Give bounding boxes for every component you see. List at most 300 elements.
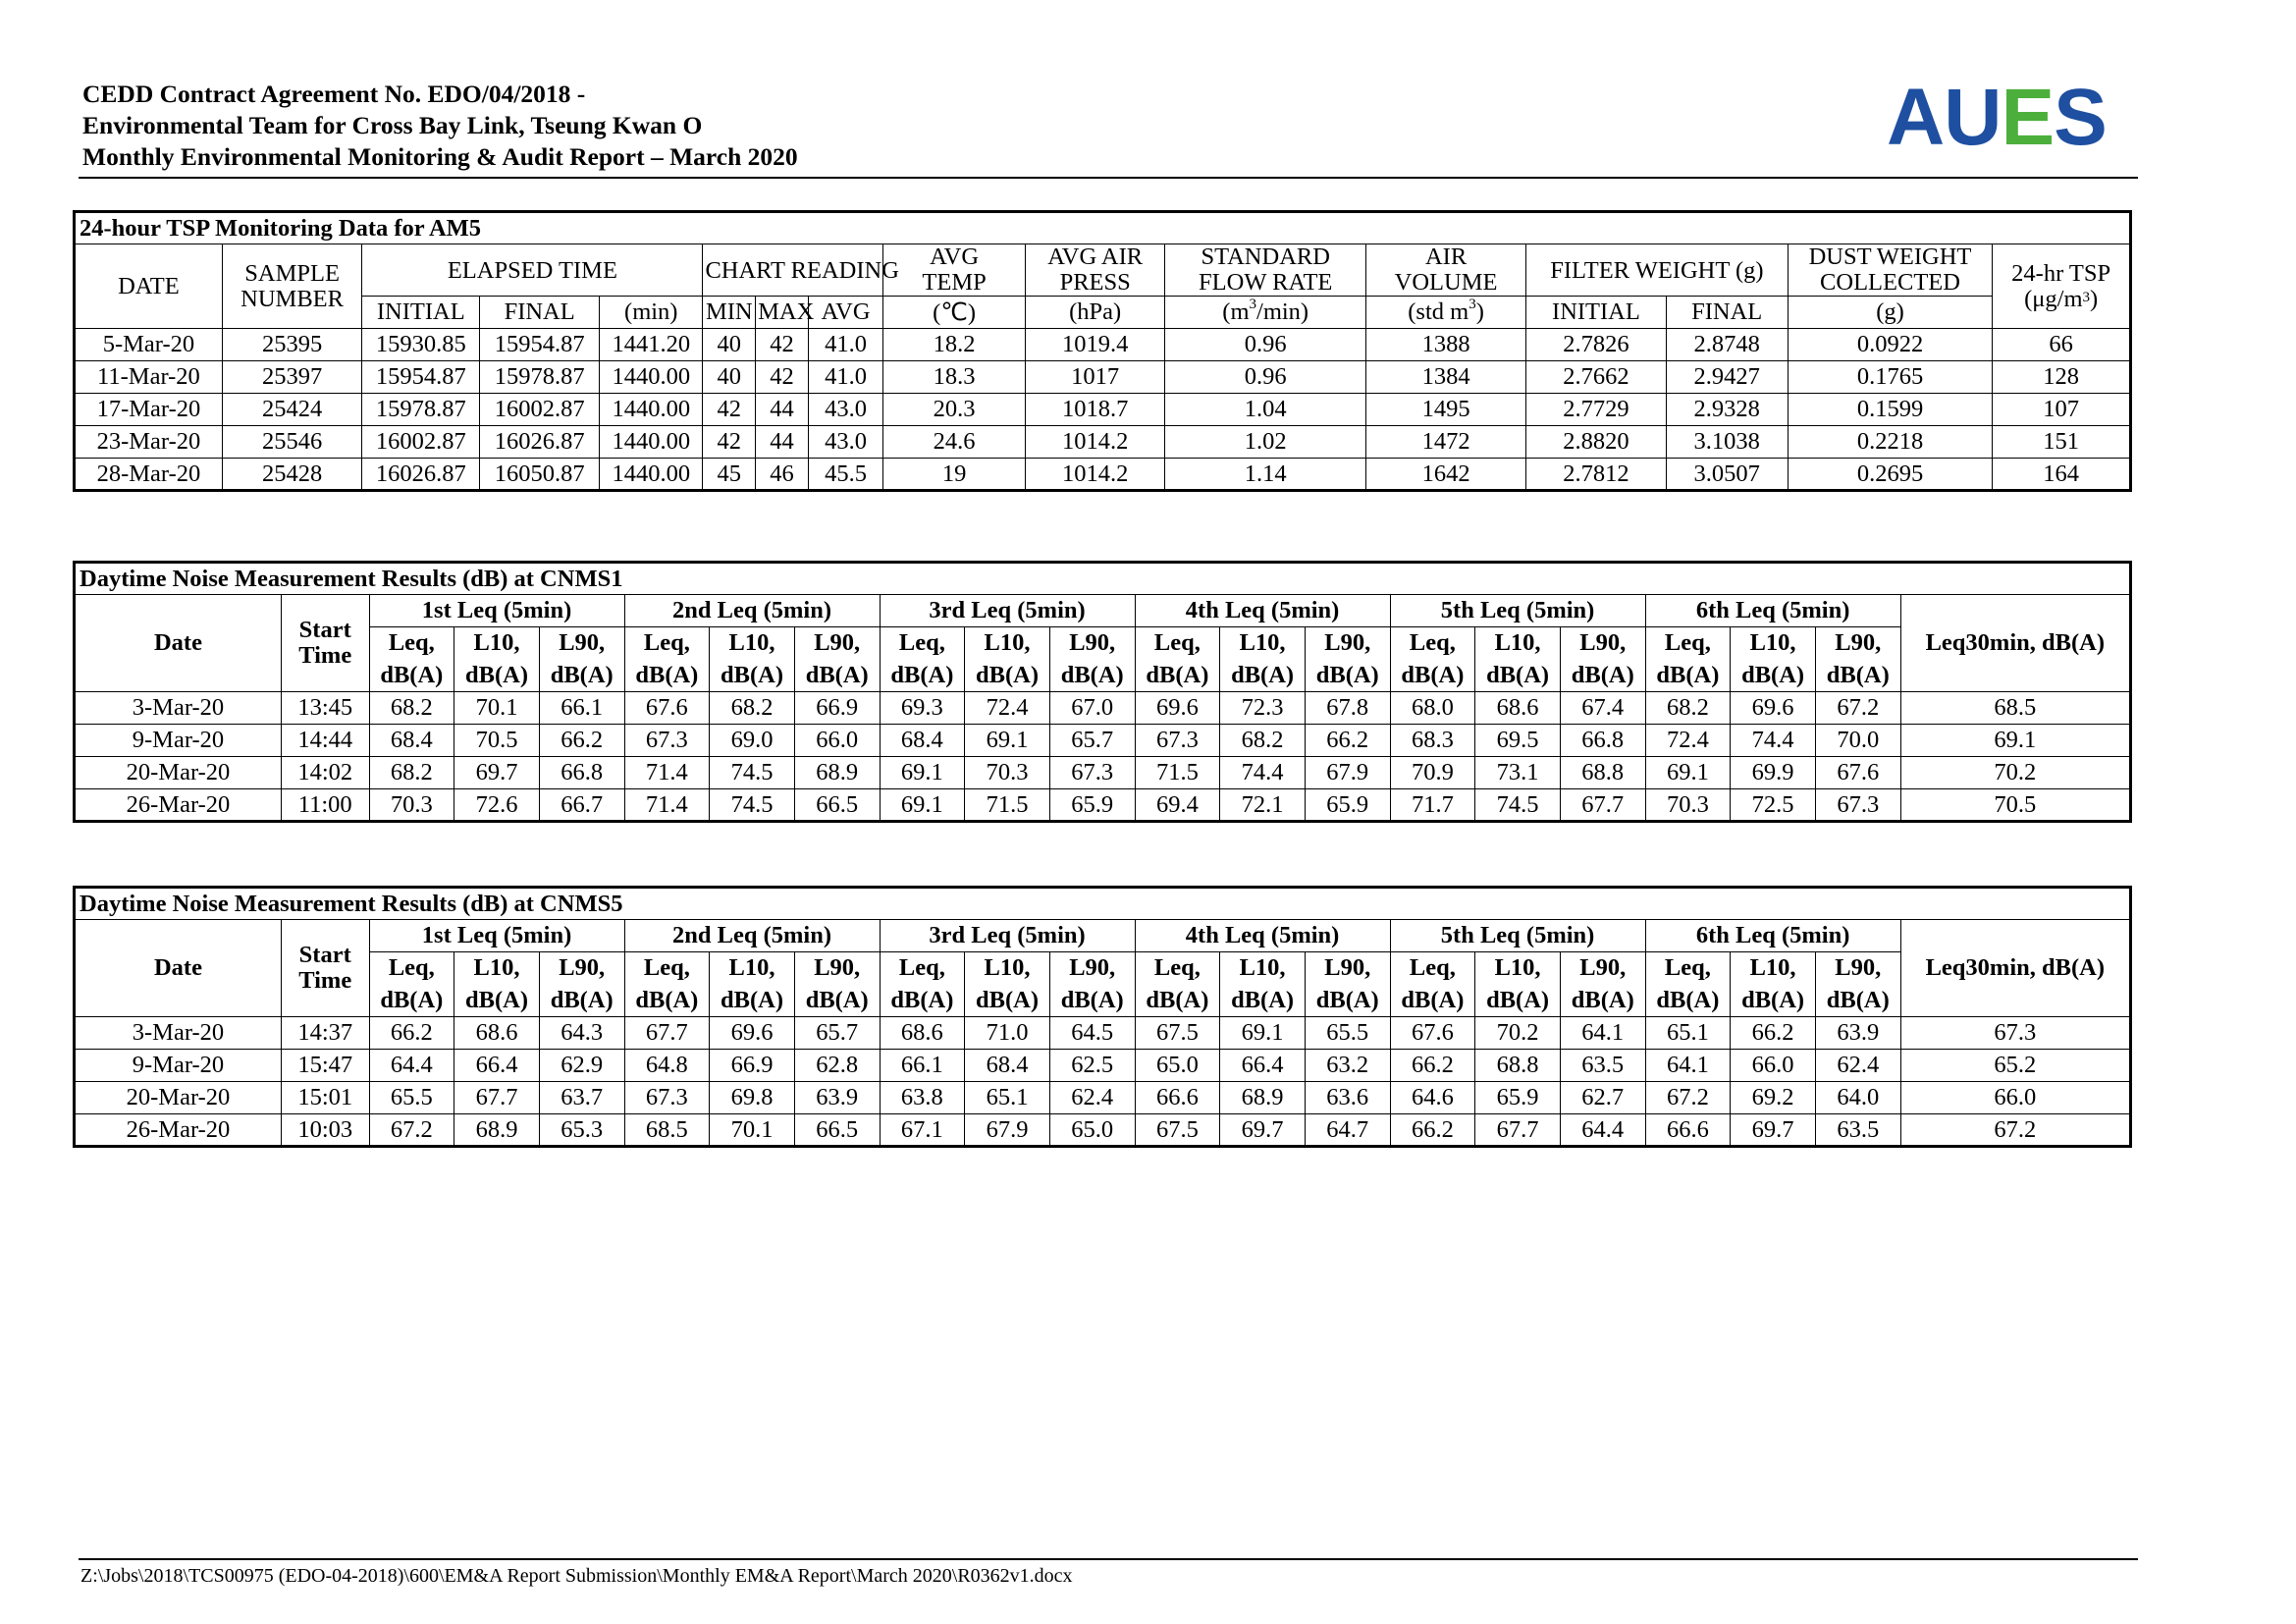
cnms1-h-unit: dB(A) [624,660,710,692]
cnms5-h-leq: Leq, [1135,952,1220,985]
cnms5-h-unit: dB(A) [1305,985,1390,1017]
tsp-h-temp-1: AVG [930,244,980,270]
cnms1-cell: 68.2 [369,757,454,789]
cnms5-h-leq: Leq, [880,952,965,985]
tsp-cell: 42 [756,329,809,361]
cnms1-h-l10: L10, [1475,627,1561,660]
cnms1-cell: 74.5 [710,757,795,789]
cnms5-row [75,1114,2131,1147]
cnms1-cell: 69.1 [965,725,1050,757]
cnms5-h-leq: Leq, [1390,952,1475,985]
cnms1-cell: 70.1 [454,692,540,725]
cnms5-h-unit: dB(A) [1645,985,1731,1017]
cnms1-h-leq30: Leq30min, dB(A) [1900,595,2130,692]
tsp-sub-vol-sup: 3 [1468,297,1476,312]
cnms5-metric-row [75,952,2131,985]
cnms5-h-l90: L90, [794,952,880,985]
cnms1-cell: 66.9 [794,692,880,725]
cnms1-h-leq: Leq, [880,627,965,660]
tsp-sub-vol-a: (std m [1408,298,1469,325]
tsp-h-press-1: AVG AIR [1047,244,1144,270]
cnms5-h-group: 6th Leq (5min) [1645,920,1900,952]
tsp-cell: 44 [756,426,809,459]
tsp-cell: 0.96 [1165,329,1366,361]
tsp-cell: 128 [1993,361,2131,394]
cnms1-h-unit: dB(A) [794,660,880,692]
cnms5-cell: 66.2 [1390,1114,1475,1147]
cnms1-cell: 70.9 [1390,757,1475,789]
cnms5-cell: 67.7 [1475,1114,1561,1147]
cnms1-h-l90: L90, [1305,627,1390,660]
cnms1-h-group: 3rd Leq (5min) [880,595,1135,627]
tsp-row [75,426,2131,459]
tsp-cell: 0.1599 [1788,394,1993,426]
cnms1-cell: 74.4 [1220,757,1306,789]
tsp-cell: 107 [1993,394,2131,426]
tsp-cell: 1440.00 [600,459,703,491]
tsp-h-flow-2: FLOW RATE [1199,269,1333,296]
cnms5-row [75,1050,2131,1082]
cnms5-cell: 15:47 [281,1050,369,1082]
tsp-h-tsp-sup: 3 [2082,289,2091,305]
tsp-cell: 43.0 [808,394,882,426]
tsp-cell: 40 [703,361,756,394]
cnms1-header-row [75,595,2131,627]
cnms1-h-l90: L90, [1560,627,1645,660]
tsp-sub-vol [1365,297,1525,329]
cnms1-cell: 67.7 [1560,789,1645,822]
tsp-cell: 2.8820 [1526,426,1667,459]
cnms5-cell: 66.4 [1220,1050,1306,1082]
cnms5-cell: 66.2 [1390,1050,1475,1082]
tsp-cell: 40 [703,329,756,361]
cnms1-h-unit: dB(A) [1475,660,1561,692]
tsp-cell: 16002.87 [480,394,600,426]
cnms5-cell: 66.0 [1731,1050,1816,1082]
tsp-cell: 25546 [222,426,362,459]
cnms5-h-unit: dB(A) [710,985,795,1017]
cnms5-h-date: Date [75,920,282,1017]
tsp-sub-finit: INITIAL [1526,297,1667,329]
tsp-cell: 0.1765 [1788,361,1993,394]
cnms1-cell: 66.1 [539,692,624,725]
cnms5-h-unit: dB(A) [1475,985,1561,1017]
cnms1-cell: 71.4 [624,789,710,822]
cnms5-h-l10: L10, [710,952,795,985]
tsp-cell: 1014.2 [1025,426,1165,459]
cnms5-data-rows [75,1017,2131,1147]
cnms1-cell: 69.9 [1731,757,1816,789]
cnms1-h-start-1: Start [298,617,351,643]
tsp-cell: 3.0507 [1666,459,1788,491]
cnms1-h-leq: Leq, [1645,627,1731,660]
cnms5-h-group: 2nd Leq (5min) [624,920,880,952]
cnms5-cell: 3-Mar-20 [75,1017,282,1050]
cnms5-unit-row [75,985,2131,1017]
cnms1-cell: 69.1 [880,789,965,822]
cnms1-cell: 70.3 [369,789,454,822]
cnms1-cell: 69.6 [1135,692,1220,725]
cnms5-cell: 63.6 [1305,1082,1390,1114]
cnms5-cell: 67.3 [1900,1017,2130,1050]
tsp-cell: 16026.87 [362,459,480,491]
cnms1-h-l90: L90, [1815,627,1900,660]
cnms5-cell: 69.7 [1220,1114,1306,1147]
tsp-h-sample-1: SAMPLE [244,259,340,287]
cnms1-cell: 67.3 [1049,757,1135,789]
tsp-cell: 1014.2 [1025,459,1165,491]
cnms5-h-unit: dB(A) [539,985,624,1017]
tsp-sub-cavg: AVG [808,297,882,329]
cnms5-cell: 64.4 [369,1050,454,1082]
cnms1-h-leq: Leq, [1390,627,1475,660]
cnms5-cell: 62.4 [1815,1050,1900,1082]
tsp-cell: 20.3 [883,394,1026,426]
cnms1-cell: 67.9 [1305,757,1390,789]
tsp-table [73,210,2132,492]
cnms5-cell: 10:03 [281,1114,369,1147]
tsp-h-tsp-1: 24-hr TSP [2011,259,2111,287]
cnms1-header [75,595,2131,692]
cnms1-h-group: 2nd Leq (5min) [624,595,880,627]
tsp-h-tsp-close: ) [2090,285,2099,312]
tsp-cell: 0.2218 [1788,426,1993,459]
tsp-cell: 16026.87 [480,426,600,459]
cnms1-cell: 68.2 [1645,692,1731,725]
cnms5-cell: 63.7 [539,1082,624,1114]
tsp-sub-cmin: MIN [703,297,756,329]
cnms5-cell: 68.6 [454,1017,540,1050]
cnms5-cell: 64.3 [539,1017,624,1050]
tsp-cell: 5-Mar-20 [75,329,223,361]
tsp-h-press-2: PRESS [1059,269,1131,296]
cnms1-cell: 14:44 [281,725,369,757]
tsp-cell: 15930.85 [362,329,480,361]
tsp-cell: 18.2 [883,329,1026,361]
cnms5-cell: 71.0 [965,1017,1050,1050]
header-line-2: Environmental Team for Cross Bay Link, Tseung Kwan O [82,111,703,139]
cnms5-cell: 62.9 [539,1050,624,1082]
cnms1-cell: 3-Mar-20 [75,692,282,725]
cnms5-cell: 66.1 [880,1050,965,1082]
cnms5-cell: 68.9 [454,1114,540,1147]
cnms5-h-group: 3rd Leq (5min) [880,920,1135,952]
tsp-row [75,329,2131,361]
cnms1-cell: 67.2 [1815,692,1900,725]
tsp-h-date: DATE [75,244,223,329]
tsp-header-row [75,244,2131,297]
cnms1-h-group: 5th Leq (5min) [1390,595,1645,627]
cnms5-cell: 65.0 [1049,1114,1135,1147]
cnms1-h-l90: L90, [1049,627,1135,660]
cnms1-cell: 74.4 [1731,725,1816,757]
cnms1-cell: 65.9 [1305,789,1390,822]
cnms5-h-unit: dB(A) [1731,985,1816,1017]
cnms5-h-unit: dB(A) [369,985,454,1017]
cnms5-h-group: 4th Leq (5min) [1135,920,1390,952]
cnms1-cell: 20-Mar-20 [75,757,282,789]
cnms5-cell: 67.9 [965,1114,1050,1147]
cnms1-h-unit: dB(A) [1815,660,1900,692]
cnms1-cell: 68.6 [1475,692,1561,725]
tsp-sub-press: (hPa) [1025,297,1165,329]
cnms5-cell: 68.6 [880,1017,965,1050]
cnms1-h-leq: Leq, [1135,627,1220,660]
cnms5-h-unit: dB(A) [1135,985,1220,1017]
tsp-h-tsp-unit: (μg/m [2024,285,2083,312]
cnms1-h-unit: dB(A) [710,660,795,692]
cnms1-h-l10: L10, [454,627,540,660]
cnms1-cell: 71.4 [624,757,710,789]
tsp-h-tsp [1993,244,2131,329]
cnms1-cell: 65.9 [1049,789,1135,822]
cnms5-h-unit: dB(A) [454,985,540,1017]
cnms1-row [75,757,2131,789]
cnms5-header [75,920,2131,1017]
cnms1-h-unit: dB(A) [1220,660,1306,692]
tsp-cell: 1.14 [1165,459,1366,491]
cnms5-cell: 66.6 [1645,1114,1731,1147]
cnms5-cell: 67.1 [880,1114,965,1147]
cnms5-row [75,1082,2131,1114]
cnms5-cell: 67.2 [1900,1114,2130,1147]
cnms5-cell: 66.6 [1135,1082,1220,1114]
cnms1-cell: 68.2 [369,692,454,725]
tsp-h-temp [883,244,1026,297]
cnms5-cell: 68.8 [1475,1050,1561,1082]
cnms5-cell: 65.0 [1135,1050,1220,1082]
tsp-cell: 0.2695 [1788,459,1993,491]
tsp-sub-final: FINAL [480,297,600,329]
tsp-cell: 164 [1993,459,2131,491]
tsp-cell: 1.02 [1165,426,1366,459]
cnms5-cell: 64.8 [624,1050,710,1082]
cnms1-cell: 71.7 [1390,789,1475,822]
cnms5-h-unit: dB(A) [1560,985,1645,1017]
cnms5-title: Daytime Noise Measurement Results (dB) at CNMS5 [75,888,2131,920]
cnms1-cell: 70.2 [1900,757,2130,789]
cnms1-h-start [281,595,369,692]
tsp-cell: 25428 [222,459,362,491]
cnms1-cell: 68.3 [1390,725,1475,757]
cnms5-cell: 67.3 [624,1082,710,1114]
cnms1-cell: 67.3 [624,725,710,757]
cnms1-cell: 66.8 [1560,725,1645,757]
cnms1-row [75,789,2131,822]
cnms5-cell: 66.2 [369,1017,454,1050]
tsp-row [75,394,2131,426]
tsp-cell: 46 [756,459,809,491]
tsp-cell: 18.3 [883,361,1026,394]
cnms5-cell: 63.2 [1305,1050,1390,1082]
cnms1-cell: 68.4 [880,725,965,757]
cnms1-h-group: 1st Leq (5min) [369,595,624,627]
cnms1-cell: 67.4 [1560,692,1645,725]
cnms1-cell: 9-Mar-20 [75,725,282,757]
cnms5-cell: 69.8 [710,1082,795,1114]
cnms1-h-group: 6th Leq (5min) [1645,595,1900,627]
cnms1-cell: 69.6 [1731,692,1816,725]
cnms5-cell: 67.5 [1135,1114,1220,1147]
tsp-sub-temp: (℃) [883,297,1026,329]
header-line-3: Monthly Environmental Monitoring & Audit Report – March 2020 [82,142,798,171]
cnms5-cell: 66.4 [454,1050,540,1082]
cnms1-metric-row [75,627,2131,660]
tsp-cell: 15954.87 [480,329,600,361]
cnms5-cell: 66.2 [1731,1017,1816,1050]
cnms1-row [75,725,2131,757]
cnms5-h-unit: dB(A) [1815,985,1900,1017]
cnms1-cell: 68.0 [1390,692,1475,725]
tsp-cell: 16002.87 [362,426,480,459]
tsp-cell: 42 [703,426,756,459]
cnms1-cell: 69.4 [1135,789,1220,822]
cnms1-h-unit: dB(A) [965,660,1050,692]
tsp-cell: 16050.87 [480,459,600,491]
cnms1-h-unit: dB(A) [1560,660,1645,692]
cnms1-cell: 72.6 [454,789,540,822]
cnms1-cell: 66.5 [794,789,880,822]
tsp-cell: 24.6 [883,426,1026,459]
cnms1-cell: 14:02 [281,757,369,789]
cnms5-cell: 67.2 [1645,1082,1731,1114]
tsp-h-press [1025,244,1165,297]
cnms1-h-l10: L10, [965,627,1050,660]
cnms1-cell: 13:45 [281,692,369,725]
cnms5-cell: 20-Mar-20 [75,1082,282,1114]
cnms5-cell: 65.7 [794,1017,880,1050]
cnms5-cell: 9-Mar-20 [75,1050,282,1082]
tsp-cell: 25424 [222,394,362,426]
cnms5-title-row [75,888,2131,920]
cnms5-h-unit: dB(A) [1049,985,1135,1017]
cnms1-h-date: Date [75,595,282,692]
cnms1-cell: 68.2 [710,692,795,725]
cnms5-cell: 65.1 [965,1082,1050,1114]
logo-letter-s: S [2054,73,2107,162]
cnms1-h-unit: dB(A) [1731,660,1816,692]
cnms1-row [75,692,2131,725]
cnms1-h-leq: Leq, [369,627,454,660]
tsp-cell: 44 [756,394,809,426]
cnms1-title-row [75,563,2131,595]
tsp-h-temp-2: TEMP [922,269,987,296]
cnms1-h-unit: dB(A) [1645,660,1731,692]
tsp-cell: 2.9328 [1666,394,1788,426]
cnms1-title: Daytime Noise Measurement Results (dB) at CNMS1 [75,563,2131,595]
tsp-cell: 25397 [222,361,362,394]
cnms1-cell: 67.6 [1815,757,1900,789]
cnms5-h-l10: L10, [1731,952,1816,985]
tsp-cell: 1017 [1025,361,1165,394]
cnms1-cell: 70.5 [1900,789,2130,822]
cnms5-cell: 62.4 [1049,1082,1135,1114]
cnms5-cell: 26-Mar-20 [75,1114,282,1147]
cnms5-cell: 63.5 [1815,1114,1900,1147]
tsp-sub-vol-b: ) [1475,298,1484,325]
cnms1-cell: 68.5 [1900,692,2130,725]
cnms1-cell: 68.4 [369,725,454,757]
cnms1-h-unit: dB(A) [539,660,624,692]
tsp-cell: 15978.87 [480,361,600,394]
cnms1-cell: 69.1 [1900,725,2130,757]
cnms1-h-start-2: Time [298,642,352,669]
cnms5-h-leq: Leq, [369,952,454,985]
cnms1-cell: 67.3 [1815,789,1900,822]
cnms5-cell: 65.5 [1305,1017,1390,1050]
cnms5-h-leq: Leq, [1645,952,1731,985]
report-header [82,79,798,173]
tsp-cell: 25395 [222,329,362,361]
cnms1-h-l90: L90, [539,627,624,660]
cnms1-cell: 74.5 [710,789,795,822]
tsp-title-row [75,212,2131,244]
tsp-cell: 11-Mar-20 [75,361,223,394]
cnms1-h-unit: dB(A) [1390,660,1475,692]
tsp-h-vol-1: AIR [1424,244,1468,270]
tsp-sub-flow-b: /min) [1256,298,1309,325]
cnms1-h-unit: dB(A) [1305,660,1390,692]
cnms1-cell: 26-Mar-20 [75,789,282,822]
tsp-sub-min: (min) [600,297,703,329]
cnms5-cell: 64.7 [1305,1114,1390,1147]
cnms5-h-l90: L90, [1560,952,1645,985]
tsp-h-dust [1788,244,1993,297]
tsp-cell: 1018.7 [1025,394,1165,426]
tsp-title: 24-hour TSP Monitoring Data for AM5 [75,212,2131,244]
tsp-h-tsp-2 [1995,287,2127,312]
tsp-cell: 2.7812 [1526,459,1667,491]
tsp-sub-initial: INITIAL [362,297,480,329]
tsp-cell: 2.7662 [1526,361,1667,394]
cnms5-h-l90: L90, [1305,952,1390,985]
cnms1-cell: 70.3 [1645,789,1731,822]
cnms5-cell: 63.9 [794,1082,880,1114]
cnms5-h-start [281,920,369,1017]
cnms1-cell: 70.0 [1815,725,1900,757]
tsp-h-sample [222,244,362,329]
tsp-sub-flow-sup: 3 [1249,297,1257,312]
tsp-cell: 3.1038 [1666,426,1788,459]
cnms5-cell: 64.1 [1560,1017,1645,1050]
tsp-cell: 19 [883,459,1026,491]
tsp-cell: 2.7729 [1526,394,1667,426]
cnms1-cell: 69.1 [1645,757,1731,789]
tsp-cell: 1441.20 [600,329,703,361]
tsp-h-sample-2: NUMBER [240,285,344,312]
tsp-cell: 0.96 [1165,361,1366,394]
cnms1-cell: 66.0 [794,725,880,757]
tsp-h-filter: FILTER WEIGHT (g) [1526,244,1789,297]
cnms1-cell: 67.0 [1049,692,1135,725]
cnms1-cell: 71.5 [965,789,1050,822]
cnms5-h-start-1: Start [298,942,351,968]
tsp-subheader-row [75,297,2131,329]
tsp-cell: 1019.4 [1025,329,1165,361]
tsp-cell: 66 [1993,329,2131,361]
tsp-cell: 1642 [1365,459,1525,491]
cnms5-h-unit: dB(A) [794,985,880,1017]
cnms1-h-leq: Leq, [624,627,710,660]
cnms5-h-unit: dB(A) [880,985,965,1017]
cnms5-header-row [75,920,2131,952]
tsp-cell: 1384 [1365,361,1525,394]
cnms5-cell: 70.2 [1475,1017,1561,1050]
tsp-cell: 2.8748 [1666,329,1788,361]
cnms1-h-unit: dB(A) [880,660,965,692]
tsp-cell: 1388 [1365,329,1525,361]
cnms1-cell: 73.1 [1475,757,1561,789]
